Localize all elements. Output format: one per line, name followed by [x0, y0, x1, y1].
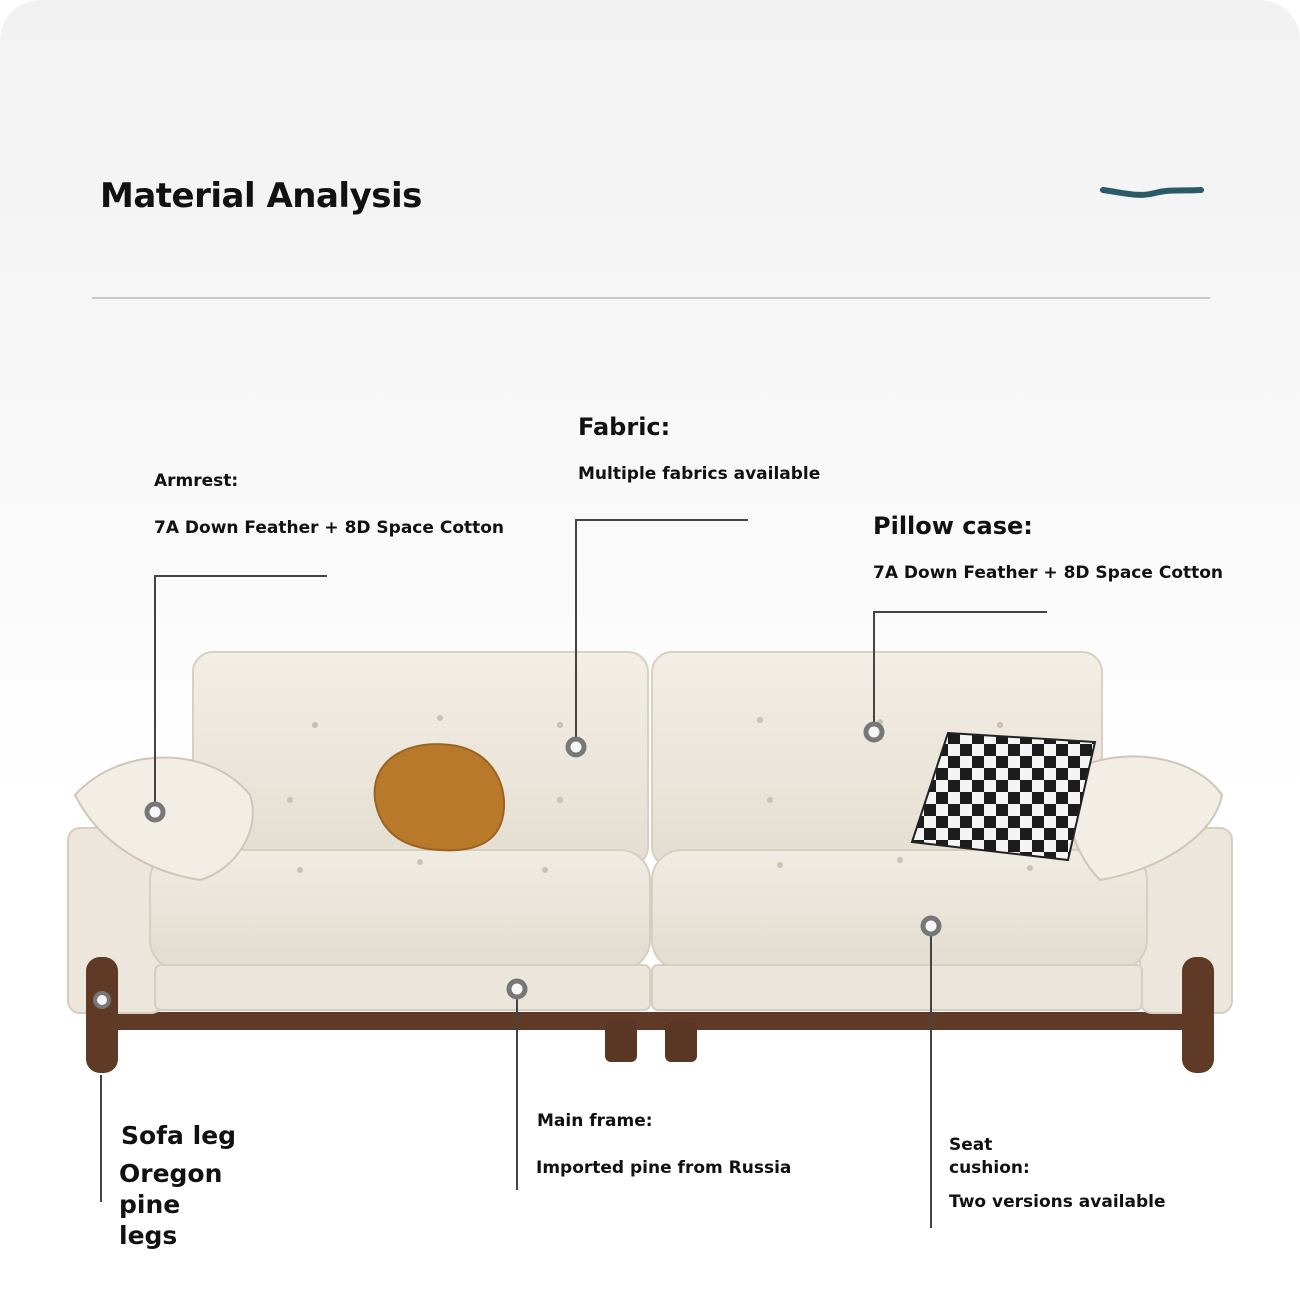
- fabric-label: Fabric:: [578, 413, 671, 441]
- main-frame-detail: Imported pine from Russia: [536, 1158, 792, 1178]
- seat-cushion-detail: Two versions available: [949, 1192, 1166, 1212]
- seat-cushion-label: Seat cushion:: [949, 1135, 1030, 1178]
- sofa-leg-detail: Oregon pine legs: [119, 1159, 223, 1250]
- armrest-label: Armrest:: [154, 471, 239, 491]
- armrest-detail: 7A Down Feather + 8D Space Cotton: [154, 518, 505, 538]
- sofa-leg-label: Sofa leg: [121, 1121, 237, 1150]
- wooden-frame: [105, 1012, 1205, 1062]
- seat-cushions: [150, 850, 1147, 1010]
- main-frame-label: Main frame:: [537, 1111, 653, 1131]
- pillow-case-label: Pillow case:: [873, 512, 1033, 540]
- page-title: Material Analysis: [100, 176, 422, 216]
- leg-marker-dot: [95, 993, 109, 1007]
- fabric-detail: Multiple fabrics available: [578, 464, 821, 484]
- pillow-case-detail: 7A Down Feather + 8D Space Cotton: [873, 563, 1224, 583]
